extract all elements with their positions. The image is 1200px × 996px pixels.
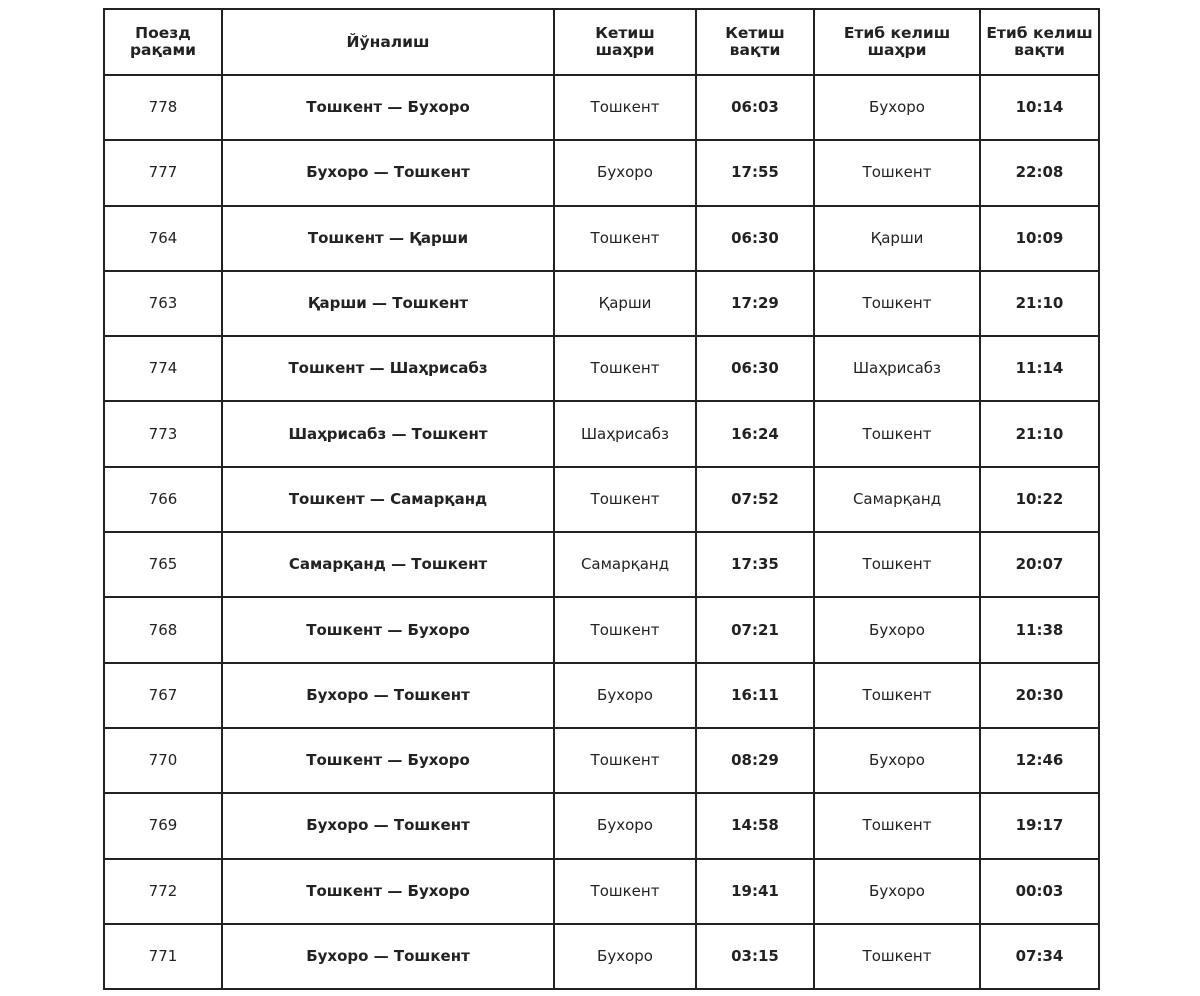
route-cell: Бухоро — Тошкент — [222, 140, 554, 205]
departure-city-cell: Тошкент — [554, 206, 696, 271]
arrival-time-cell: 12:46 — [980, 728, 1099, 793]
departure-city-cell: Бухоро — [554, 793, 696, 858]
arrival-time-cell: 10:22 — [980, 467, 1099, 532]
table-row — [104, 75, 1099, 140]
train-number-cell: 767 — [104, 663, 222, 728]
table-row — [104, 859, 1099, 924]
header-route: Йўналиш — [222, 9, 554, 75]
route-cell: Бухоро — Тошкент — [222, 924, 554, 989]
departure-city-cell: Самарқанд — [554, 532, 696, 597]
route-cell: Тошкент — Бухоро — [222, 859, 554, 924]
departure-time-cell: 19:41 — [696, 859, 814, 924]
departure-time-cell: 16:24 — [696, 401, 814, 466]
arrival-city-cell: Тошкент — [814, 401, 980, 466]
departure-time-cell: 17:55 — [696, 140, 814, 205]
table-row — [104, 728, 1099, 793]
departure-city-cell: Қарши — [554, 271, 696, 336]
arrival-city-cell: Самарқанд — [814, 467, 980, 532]
train-number-cell: 764 — [104, 206, 222, 271]
train-number-cell: 765 — [104, 532, 222, 597]
header-arrival-city: Етиб келиш шаҳри — [814, 9, 980, 75]
arrival-city-cell: Тошкент — [814, 924, 980, 989]
arrival-time-cell: 00:03 — [980, 859, 1099, 924]
route-cell: Қарши — Тошкент — [222, 271, 554, 336]
departure-time-cell: 07:21 — [696, 597, 814, 662]
route-cell: Тошкент — Бухоро — [222, 597, 554, 662]
train-number-cell: 774 — [104, 336, 222, 401]
arrival-time-cell: 10:14 — [980, 75, 1099, 140]
arrival-city-cell: Бухоро — [814, 597, 980, 662]
departure-city-cell: Бухоро — [554, 663, 696, 728]
departure-time-cell: 07:52 — [696, 467, 814, 532]
arrival-time-cell: 22:08 — [980, 140, 1099, 205]
table-row — [104, 401, 1099, 466]
route-cell: Шаҳрисабз — Тошкент — [222, 401, 554, 466]
table-header — [104, 9, 1099, 75]
train-number-cell: 773 — [104, 401, 222, 466]
departure-city-cell: Бухоро — [554, 140, 696, 205]
arrival-time-cell: 20:30 — [980, 663, 1099, 728]
arrival-city-cell: Тошкент — [814, 532, 980, 597]
route-cell: Тошкент — Бухоро — [222, 75, 554, 140]
table-row — [104, 271, 1099, 336]
route-cell: Самарқанд — Тошкент — [222, 532, 554, 597]
arrival-city-cell: Бухоро — [814, 75, 980, 140]
train-number-cell: 763 — [104, 271, 222, 336]
departure-city-cell: Тошкент — [554, 728, 696, 793]
arrival-city-cell: Тошкент — [814, 271, 980, 336]
arrival-city-cell: Тошкент — [814, 793, 980, 858]
table-row — [104, 206, 1099, 271]
arrival-city-cell: Тошкент — [814, 140, 980, 205]
departure-time-cell: 17:35 — [696, 532, 814, 597]
train-number-cell: 778 — [104, 75, 222, 140]
table-row — [104, 336, 1099, 401]
table-row — [104, 597, 1099, 662]
header-row — [104, 9, 1099, 75]
route-cell: Бухоро — Тошкент — [222, 793, 554, 858]
train-number-cell: 768 — [104, 597, 222, 662]
arrival-city-cell: Тошкент — [814, 663, 980, 728]
arrival-time-cell: 07:34 — [980, 924, 1099, 989]
departure-time-cell: 06:30 — [696, 206, 814, 271]
table-row — [104, 663, 1099, 728]
departure-city-cell: Тошкент — [554, 467, 696, 532]
departure-time-cell: 08:29 — [696, 728, 814, 793]
route-cell: Тошкент — Шаҳрисабз — [222, 336, 554, 401]
train-number-cell: 771 — [104, 924, 222, 989]
departure-time-cell: 17:29 — [696, 271, 814, 336]
arrival-city-cell: Бухоро — [814, 859, 980, 924]
route-cell: Тошкент — Самарқанд — [222, 467, 554, 532]
train-number-cell: 769 — [104, 793, 222, 858]
arrival-time-cell: 10:09 — [980, 206, 1099, 271]
arrival-time-cell: 20:07 — [980, 532, 1099, 597]
header-departure-time: Кетиш вақти — [696, 9, 814, 75]
header-train-number: Поезд рақами — [104, 9, 222, 75]
departure-city-cell: Тошкент — [554, 859, 696, 924]
route-cell: Бухоро — Тошкент — [222, 663, 554, 728]
departure-city-cell: Тошкент — [554, 597, 696, 662]
departure-time-cell: 03:15 — [696, 924, 814, 989]
arrival-city-cell: Бухоро — [814, 728, 980, 793]
departure-city-cell: Тошкент — [554, 75, 696, 140]
header-departure-city: Кетиш шаҳри — [554, 9, 696, 75]
departure-time-cell: 06:03 — [696, 75, 814, 140]
route-cell: Тошкент — Қарши — [222, 206, 554, 271]
train-number-cell: 777 — [104, 140, 222, 205]
train-schedule-table — [103, 8, 1100, 990]
train-number-cell: 766 — [104, 467, 222, 532]
train-number-cell: 770 — [104, 728, 222, 793]
table-row — [104, 924, 1099, 989]
table-row — [104, 140, 1099, 205]
train-number-cell: 772 — [104, 859, 222, 924]
arrival-time-cell: 11:38 — [980, 597, 1099, 662]
departure-time-cell: 14:58 — [696, 793, 814, 858]
table-row — [104, 532, 1099, 597]
arrival-city-cell: Қарши — [814, 206, 980, 271]
departure-time-cell: 06:30 — [696, 336, 814, 401]
table-body — [104, 75, 1099, 989]
header-arrival-time: Етиб келиш вақти — [980, 9, 1099, 75]
arrival-time-cell: 19:17 — [980, 793, 1099, 858]
arrival-city-cell: Шаҳрисабз — [814, 336, 980, 401]
arrival-time-cell: 21:10 — [980, 271, 1099, 336]
table-row — [104, 793, 1099, 858]
departure-city-cell: Шаҳрисабз — [554, 401, 696, 466]
arrival-time-cell: 21:10 — [980, 401, 1099, 466]
departure-city-cell: Тошкент — [554, 336, 696, 401]
departure-city-cell: Бухоро — [554, 924, 696, 989]
table-row — [104, 467, 1099, 532]
departure-time-cell: 16:11 — [696, 663, 814, 728]
route-cell: Тошкент — Бухоро — [222, 728, 554, 793]
arrival-time-cell: 11:14 — [980, 336, 1099, 401]
